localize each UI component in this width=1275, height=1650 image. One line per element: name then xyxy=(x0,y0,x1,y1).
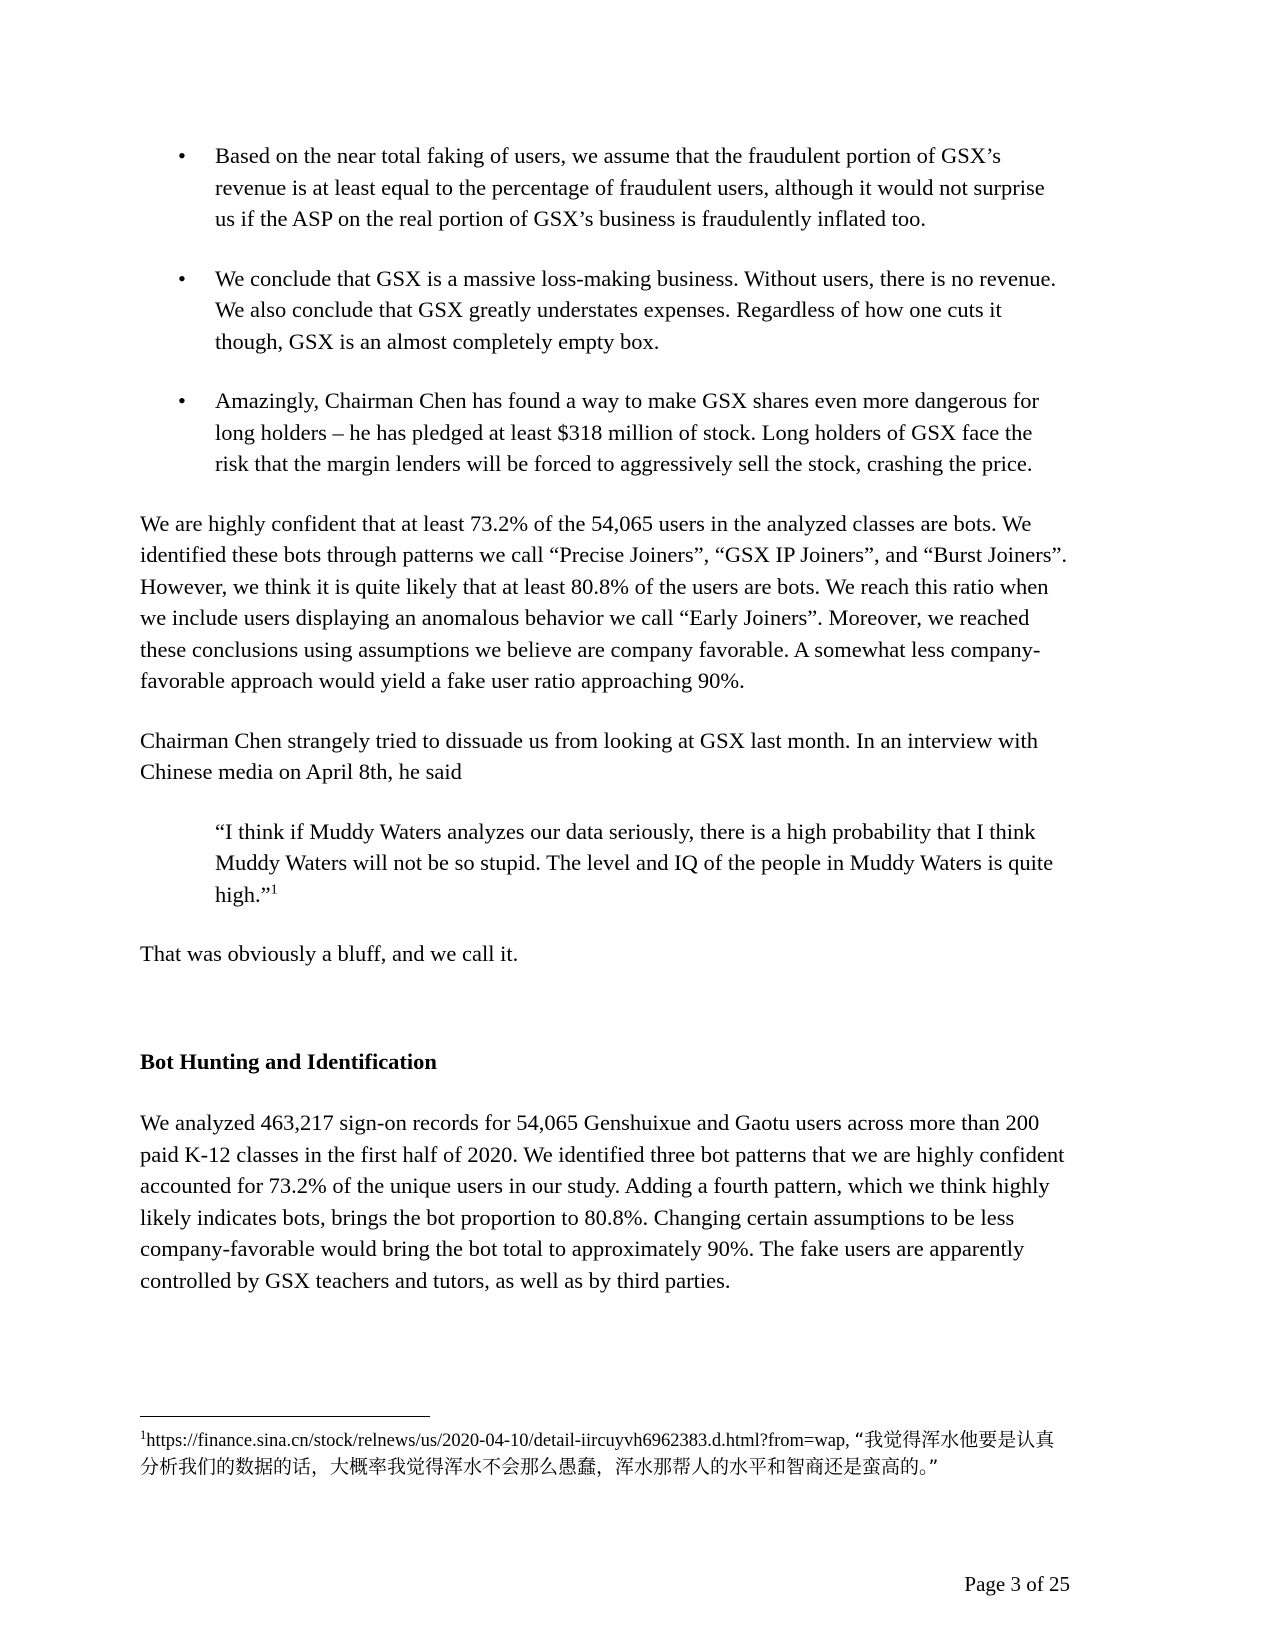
block-quote xyxy=(140,816,1070,911)
list-item-text: Amazingly, Chairman Chen has found a way to make GSX shares even more dangerous for long holders – he has pledged at least $318 million of stock. Long holders of GSX face the risk that the margin lenders will be forced to aggressively sell the stock, crashing the price. xyxy=(215,388,1039,476)
list-item-text: Based on the near total faking of users, we assume that the fraudulent portion of GSX’s revenue is at least equal to the percentage of fraudulent users, although it would not surprise us if the ASP on the real portion of GSX’s business is fraudulently inflated too. xyxy=(215,143,1045,231)
bullet-icon: • xyxy=(178,265,186,291)
block-quote-text: “I think if Muddy Waters analyzes our data seriously, there is a high probability that I think Muddy Waters will not be so stupid. The level and IQ of the people in Muddy Waters is quite high.” xyxy=(215,818,1054,907)
footnote-entry xyxy=(140,1427,1070,1481)
footnote-number: 1 xyxy=(140,1427,147,1442)
paragraph-interview: Chairman Chen strangely tried to dissuade us from looking at GSX last month. In an interview with Chinese media on April 8th, he said xyxy=(140,727,1038,784)
page-number-label: Page 3 of 25 xyxy=(964,1572,1070,1596)
list-item-text: We conclude that GSX is a massive loss-making business. Without users, there is no revenue. We also conclude that GSX greatly understates expenses. Regardless of how one cuts it though, GSX is an almost completely empty box. xyxy=(215,265,1057,354)
footnote-separator-text: , xyxy=(845,1431,855,1451)
page-body xyxy=(140,140,1070,1324)
list-item xyxy=(140,140,1070,235)
paragraph-analysis: We analyzed 463,217 sign-on records for 54,065 Genshuixue and Gaotu users across more than 200 paid K-12 classes in the first half of 2020. We identified three bot patterns that we are highly confident accounted for 73.2% of the unique users in our study. Adding a fourth pattern, which we think highly likely indicates bots, brings the bot proportion to 80.8%. Changing certain assumptions to be less company-favorable would bring the bot total to approximately 90%. The fake users are apparently controlled by GSX teachers and tutors, as well as by third parties. xyxy=(140,1110,1065,1293)
page-footer xyxy=(140,1570,1070,1598)
list-item xyxy=(140,385,1070,480)
footnote-reference[interactable]: 1 xyxy=(270,882,278,897)
paragraph-confidence: We are highly confident that at least 73.2% of the 54,065 users in the analyzed classes are bots. We identified these bots through patterns we call “Precise Joiners”, “GSX IP Joiners”, and “Burst Joiners”. However, we think it is quite likely that at least 80.8% of the users are bots. We reach this ratio when we include users displaying an anomalous behavior we call “Early Joiners”. Moreover, we reached these conclusions using assumptions we believe are company favorable. A somewhat less company-favorable approach would yield a fake user ratio approaching 90%. xyxy=(140,510,1068,693)
footnote-separator xyxy=(140,1416,430,1417)
bullet-icon: • xyxy=(178,143,186,168)
section-heading: Bot Hunting and Identification xyxy=(140,1048,437,1074)
list-item xyxy=(140,263,1070,358)
section-spacer xyxy=(140,998,1070,1046)
bullet-list xyxy=(140,140,1070,480)
paragraph-bluff: That was obviously a bluff, and we call it. xyxy=(140,941,519,966)
footnote-url[interactable]: https://finance.sina.cn/stock/relnews/us/2020-04-10/detail-iircuyvh6962383.d.html?from=wap xyxy=(146,1431,846,1451)
bullet-icon: • xyxy=(178,388,186,413)
footnote-chinese-text: “我觉得浑水他要是认真分析我们的数据的话，大概率我觉得浑水不会那么愚蠢，浑水那帮人的水平和智商还是蛮高的。” xyxy=(140,1429,1055,1478)
footnote-area xyxy=(140,1416,1070,1481)
